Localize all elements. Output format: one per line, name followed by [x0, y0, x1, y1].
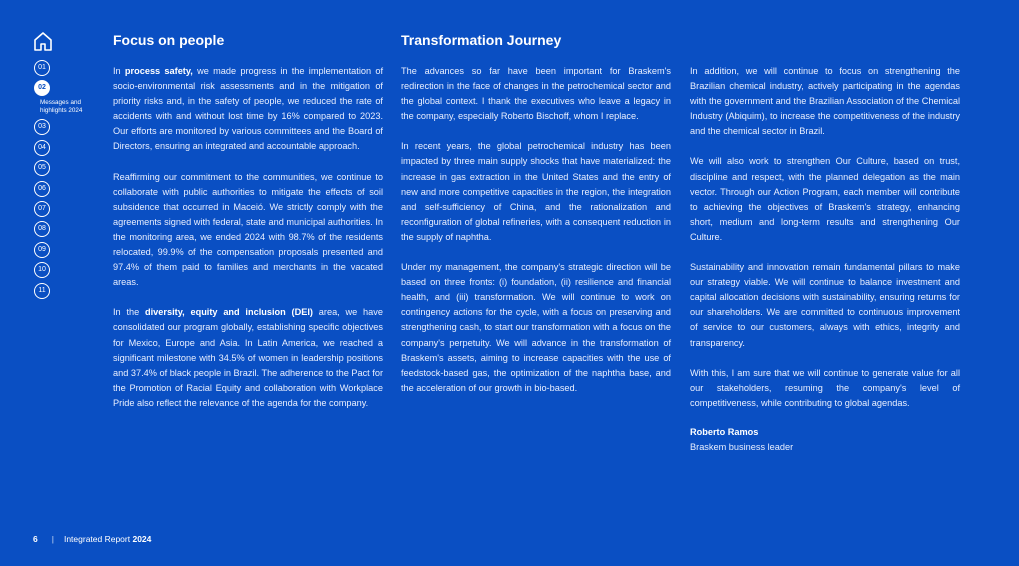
- nav-number: 01: [34, 60, 50, 76]
- paragraph: Reaffirming our commitment to the communities, we continue to collaborate with public authorities to mitigate the effects of soil subsidence that occurred in Maceió. We strictly comply with the agreements signed with federal, state and municipal authorities. In the monitoring area, we ended 2024 with 98.7% of the residents relocated, 99.9% of the compensation proposals presented and 97.4% of them paid to families and merchants in the vacated areas.: [113, 171, 383, 288]
- section-heading: Focus on people: [113, 32, 225, 48]
- paragraph: In addition, we will continue to focus on strengthening the Brazilian chemical industry, actively participating in the agendas with the government and the Brazilian Association of the Chemical Industry (Abiquim), to increase the competitiveness of the industry and the chemical sector in Brazil.: [690, 66, 960, 137]
- nav-number: 02: [34, 80, 50, 96]
- nav-item-11[interactable]: [30, 283, 90, 303]
- nav-number: 04: [34, 140, 50, 156]
- nav-number: 08: [34, 221, 50, 237]
- column-transformation-journey: [401, 30, 671, 411]
- signature-name: Roberto Ramos: [690, 426, 759, 437]
- nav-number: 07: [34, 201, 50, 217]
- nav-item-09[interactable]: [30, 242, 90, 262]
- nav-item-02-active[interactable]: [30, 80, 90, 119]
- nav-item-04[interactable]: [30, 140, 90, 160]
- nav-number: 06: [34, 181, 50, 197]
- nav-number: 09: [34, 242, 50, 258]
- page-number: 6: [33, 534, 38, 544]
- paragraph: In recent years, the global petrochemical industry has been impacted by three main supply shocks that have materialized: the increase in gas extraction in the United States and the entry of new and more competitive capacities in the region, the integration and self-sufficiency of China, and the rationalization and reconfiguration of global refineries, with a consequent reduction in the supply of naphtha.: [401, 141, 671, 242]
- signature-role: Braskem business leader: [690, 441, 794, 452]
- paragraph: In the diversity, equity and inclusion (DEI) area, we have consolidated our program globally, establishing specific objectives for Mexico, Europe and Asia. In Latin America, we reached a significant milestone with 34.5% of women in leadership positions and 37.4% of black people in Brazil. The adherence to the Pact for the Promotion of Racial Equity and collaboration with Workplace Pride also reflect the relevance of the agenda for the company.: [113, 307, 384, 408]
- paragraph: In process safety, we made progress in the implementation of socio-environmental risk assessments and in the mitigation of priority risks and, in the safety of people, we reduced the rate of accidents with and without lost time by 16% compared to 2023. Our efforts are monitored by various committees and the Board of Directors, ensuring an integrated and accountable approach.: [113, 66, 383, 152]
- nav-item-01[interactable]: [30, 60, 90, 80]
- paragraph: The advances so far have been important for Braskem's redirection in the face of changes in the petrochemical sector and the global context. I thank the executives who leave a legacy in the company, especially Roberto Bischoff, whom I replace.: [401, 66, 671, 122]
- nav-item-07[interactable]: [30, 201, 90, 221]
- nav-number: 03: [34, 119, 50, 135]
- nav-number: 05: [34, 160, 50, 176]
- nav-item-10[interactable]: [30, 262, 90, 282]
- paragraph: We will also work to strengthen Our Culture, based on trust, discipline and respect, with the planned delegation as the main vector. Through our Action Program, each member will contribute to achieving the objectives of Braskem's strategy, enhancing short, medium and long-term results and strengthening Our Culture.: [690, 156, 960, 242]
- home-icon[interactable]: [31, 30, 55, 52]
- column-continued: [690, 30, 960, 455]
- nav-item-03[interactable]: [30, 119, 90, 139]
- nav-number: 11: [34, 283, 50, 299]
- nav-number: 10: [34, 262, 50, 278]
- report-title: Integrated Report 2024: [63, 534, 152, 544]
- side-navigation: [30, 30, 90, 303]
- nav-item-08[interactable]: [30, 221, 90, 241]
- paragraph: Under my management, the company's strategic direction will be based on three fronts: (i) foundation, (ii) resilience and financial health, and (iii) transformation. We will continue to work on contingency actions for the cycle, with a focus on preserving and strengthening cash, to start our transformation with a focus on the company's perpetuity. We will advance in the transformation of Braskem's assets, aiming to increase capacities with the use of feedstock-based gas, the optimization of the naphtha base, and the acceleration of our growth in bio-based.: [401, 262, 671, 393]
- footer: [33, 534, 151, 544]
- footer-separator: |: [51, 534, 54, 544]
- nav-active-label: Messages and highlights 2024: [40, 99, 83, 114]
- paragraph: Sustainability and innovation remain fundamental pillars to make our strategy viable. We will continue to balance investment and capital allocation decisions with sustainability, ensuring returns for our shareholders. We are committed to continuous improvement of service to our customers, always with ethics, integrity and transparency.: [690, 262, 960, 348]
- column-focus-on-people: [113, 30, 383, 426]
- section-heading: Transformation Journey: [401, 32, 562, 48]
- nav-item-06[interactable]: [30, 181, 90, 201]
- nav-item-05[interactable]: [30, 160, 90, 180]
- paragraph: With this, I am sure that we will continue to generate value for all our stakeholders, resuming the company's level of competitiveness, while contributing to global agendas.: [690, 367, 960, 408]
